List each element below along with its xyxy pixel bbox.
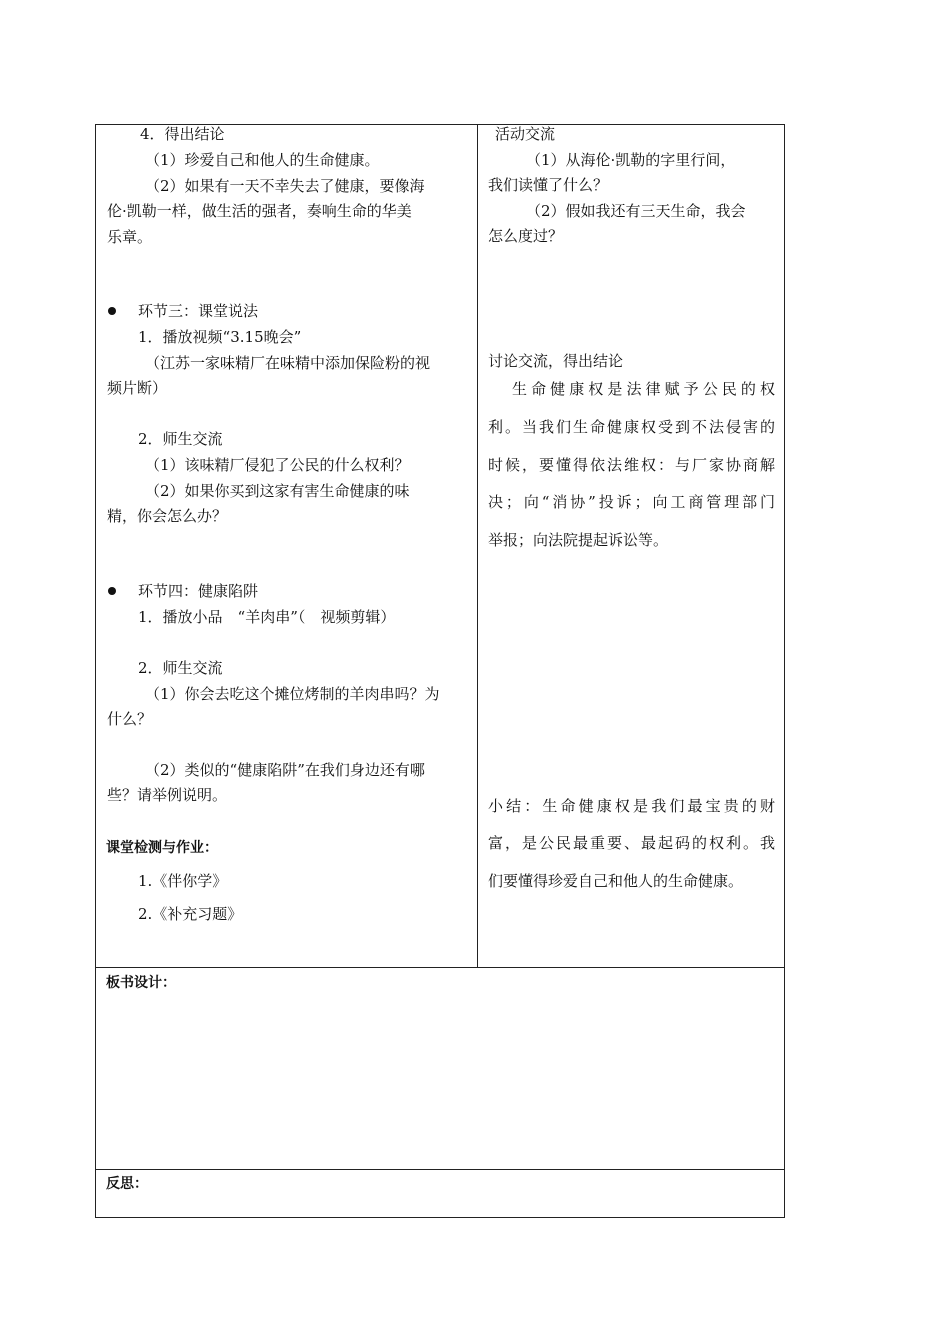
discussion-line-5: 举报；向法院提起诉讼等。 — [488, 531, 669, 549]
homework-title: 课堂检测与作业： — [106, 840, 218, 856]
table-row-divider-board — [95, 967, 785, 968]
table-border-right — [784, 124, 785, 1218]
discussion-line-4: 决；向“消协”投诉；向工商管理部门 — [488, 493, 775, 511]
table-border-left — [95, 124, 96, 1218]
conclusion-point-2-line-1: （2）如果有一天不幸失去了健康，要像海 — [145, 177, 425, 195]
conclusion-point-2-line-3: 乐章。 — [107, 228, 153, 246]
summary-line-1: 小结：生命健康权是我们最宝贵的财 — [488, 797, 775, 815]
bullet-icon — [108, 307, 116, 315]
section-3-item-1: 1．播放视频“3.15晚会” — [138, 328, 302, 346]
conclusion-heading: 4．得出结论 — [140, 125, 225, 143]
section-3-question-2-line-1: （2）如果你买到这家有害生命健康的味 — [145, 482, 410, 500]
section-4-question-2-line-2: 些？请举例说明。 — [107, 786, 228, 804]
board-design-title: 板书设计： — [106, 975, 176, 991]
bullet-icon — [108, 587, 116, 595]
table-column-divider — [477, 124, 478, 968]
section-4-item-2: 2．师生交流 — [138, 659, 223, 677]
section-3-question-1: （1）该味精厂侵犯了公民的什么权利？ — [145, 456, 410, 474]
section-3-item-2: 2．师生交流 — [138, 430, 223, 448]
section-3-note-line-2: 频片断） — [107, 379, 168, 397]
reflection-title: 反思： — [106, 1176, 148, 1192]
section-3-title: 环节三：课堂说法 — [138, 302, 259, 320]
activity-question-1-line-1: （1）从海伦·凯勒的字里行间， — [526, 151, 736, 169]
conclusion-point-1: （1）珍爱自己和他人的生命健康。 — [145, 151, 380, 169]
table-border-bottom — [95, 1217, 785, 1218]
section-3-note-line-1: （江苏一家味精厂在味精中添加保险粉的视 — [145, 354, 431, 372]
summary-line-2: 富，是公民最重要、最起码的权利。我 — [488, 834, 775, 852]
table-row-divider-reflect — [95, 1169, 785, 1170]
activity-question-2-line-1: （2）假如我还有三天生命，我会 — [526, 202, 746, 220]
discussion-line-1: 生命健康权是法律赋予公民的权 — [512, 380, 775, 398]
homework-item-1: 1.《伴你学》 — [138, 872, 228, 890]
discussion-title: 讨论交流，得出结论 — [488, 352, 624, 370]
activity-question-2-line-2: 怎么度过？ — [488, 227, 564, 245]
section-4-question-2-line-1: （2）类似的“健康陷阱”在我们身边还有哪 — [145, 761, 425, 779]
section-4-item-1: 1．播放小品 “羊肉串”（ 视频剪辑） — [138, 608, 396, 626]
section-3-question-2-line-2: 精，你会怎么办？ — [107, 507, 228, 525]
conclusion-point-2-line-2: 伦·凯勒一样，做生活的强者，奏响生命的华美 — [107, 202, 412, 220]
discussion-line-3: 时候，要懂得依法维权：与厂家协商解 — [488, 456, 775, 474]
summary-line-3: 们要懂得珍爱自己和他人的生命健康。 — [488, 872, 744, 890]
section-4-question-1-line-2: 什么？ — [107, 710, 153, 728]
section-4-title: 环节四：健康陷阱 — [138, 582, 259, 600]
discussion-line-2: 利。当我们生命健康权受到不法侵害的 — [488, 418, 775, 436]
section-4-question-1-line-1: （1）你会去吃这个摊位烤制的羊肉串吗？为 — [145, 685, 440, 703]
activity-question-1-line-2: 我们读懂了什么？ — [488, 176, 609, 194]
homework-item-2: 2.《补充习题》 — [138, 905, 243, 923]
activity-title: 活动交流 — [495, 125, 556, 143]
